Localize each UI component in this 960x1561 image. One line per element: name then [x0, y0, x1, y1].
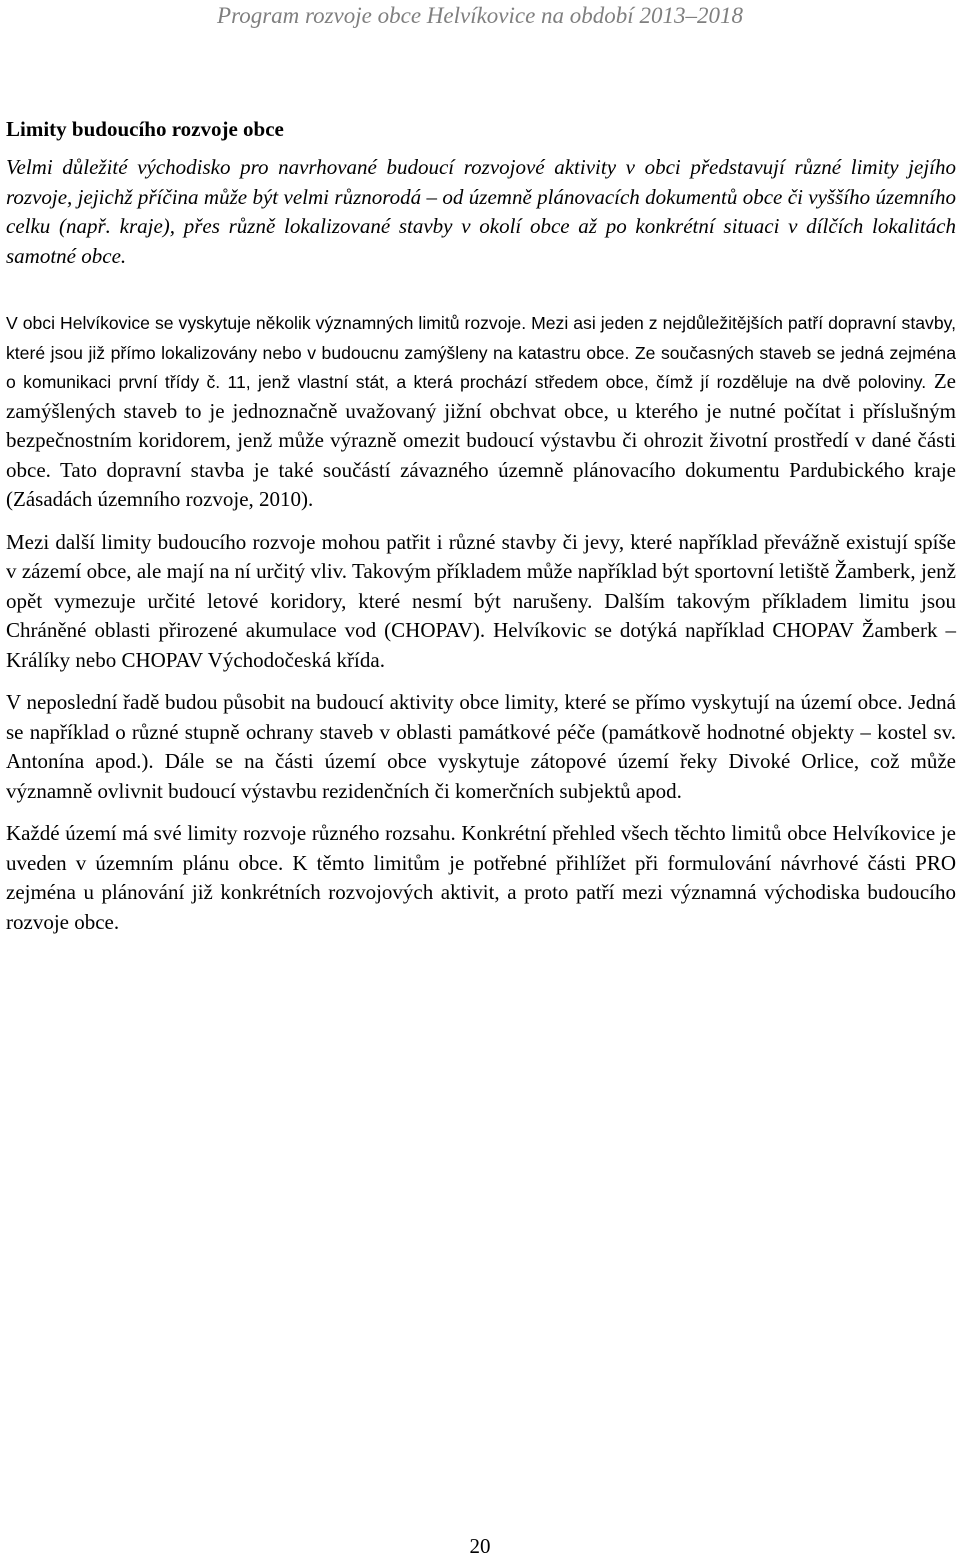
paragraph-opening-sentence: V obci Helvíkovice se vyskytuje několik významných limitů rozvoje. — [6, 313, 527, 333]
page-number: 20 — [469, 1534, 491, 1558]
paragraph-limits-transport — [6, 308, 956, 515]
paragraph-local-limits: V neposlední řadě budou působit na budoucí aktivity obce limity, které se přímo vyskytují na území obce. Jedná se například o různé stupně ochrany staveb v oblasti památkové péče (památkově hodnotné objekty – kostel sv. Antonína apod.). Dále se na části území obce vyskytuje zátopové území řeky Divoké Orlice, což může významně ovlivnit budoucí výstavbu rezidenčních či komerčních subjektů apod. — [6, 690, 956, 803]
paragraph-other-limits: Mezi další limity budoucího rozvoje mohou patřit i různé stavby či jevy, které například převážně existují spíše v zázemí obce, ale mají na ní určitý vliv. Takovým příkladem může například být sportovní letiště Žamberk, jenž opět vymezuje určité letové koridory, které nesmí být narušeny. Dalším takovým příkladem limitu jsou Chráněné oblasti přirozené akumulace vod (CHOPAV). Helvíkovic se dotýká například CHOPAV Žamberk – Králíky nebo CHOPAV Východočeská křída. — [6, 529, 956, 672]
running-header: Program rozvoje obce Helvíkovice na období 2013–2018 — [217, 3, 743, 28]
document-body — [6, 113, 956, 937]
paragraph-transport-current: Mezi asi jeden z nejdůležitějších patří dopravní stavby, které jsou již přímo lokalizovány nebo v budoucnu zamýšleny na katastru obce. Ze současných staveb se jedná zejména o komunikaci první třídy č. 11, jenž vlastní stát, a která prochází středem obce, čímž jí rozděluje na dvě poloviny. — [6, 313, 956, 392]
intro-paragraph: Velmi důležité východisko pro navrhované budoucí rozvojové aktivity v obci představují různé limity jejího rozvoje, jejichž příčina může být velmi různorodá – od územně plánovacích dokumentů obce či vyššího územního celku (např. kraje), přes různě lokalizované stavby v okolí obce až po konkrétní situaci v dílčích lokalitách samotné obce. — [6, 155, 956, 268]
section-heading: Limity budoucího rozvoje obce — [6, 117, 284, 141]
paragraph-transport-planned: Ze zamýšlených staveb to je jednoznačně uvažovaný jižní obchvat obce, u kterého je nutné počítat i příslušným bezpečnostním koridorem, jenž může výrazně omezit budoucí výstavbu či ohrozit životní prostředí v dané části obce. Tato dopravní stavba je také součástí závazného územně plánovacího dokumentu Pardubického kraje (Zásadách územního rozvoje, 2010). — [6, 369, 956, 511]
paragraph-summary: Každé území má své limity rozvoje různého rozsahu. Konkrétní přehled všech těchto limitů obce Helvíkovice je uveden v územním plánu obce. K těmto limitům je potřebné přihlížet při formulování návrhové části PRO zejména u plánování již konkrétních rozvojových aktivit, a proto patří mezi významná východiska budoucího rozvoje obce. — [6, 821, 956, 934]
